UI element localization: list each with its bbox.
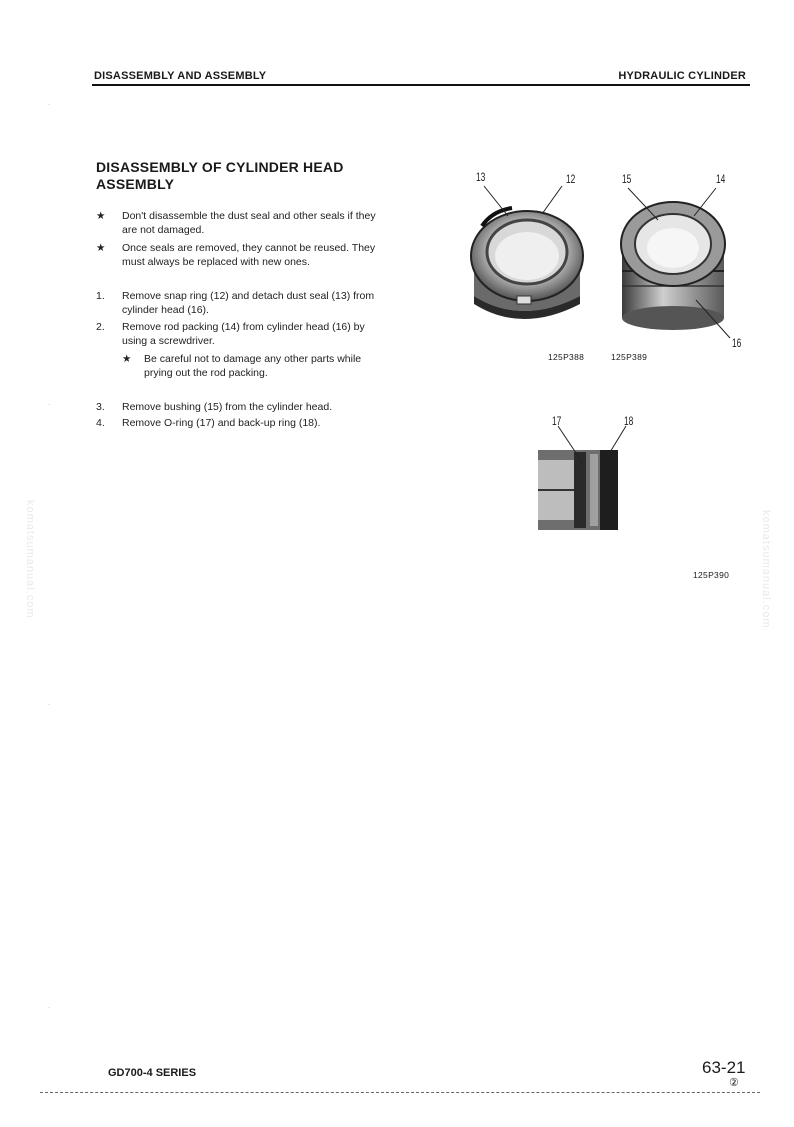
callout-18: 18 (624, 414, 634, 428)
callout-15: 15 (622, 172, 632, 186)
step-line: Remove snap ring (12) and detach dust seal (13) from (122, 290, 375, 302)
star-marker: ★ (96, 210, 106, 222)
step-text (122, 289, 426, 317)
note-line: Once seals are removed, they cannot be reused. They (122, 242, 376, 254)
substep-item (122, 352, 426, 380)
callout-17: 17 (552, 414, 562, 428)
substep-text (144, 352, 426, 380)
header-rule (92, 84, 750, 86)
note-line: are not damaged. (122, 224, 205, 236)
step-number: 4. (96, 417, 105, 429)
step-line: Remove O-ring (17) and back-up ring (18). (122, 417, 321, 429)
revision-mark: ② (729, 1077, 739, 1089)
header-section-title: DISASSEMBLY AND ASSEMBLY (94, 70, 267, 82)
step-number: 2. (96, 321, 105, 333)
page-number: 63-21 (702, 1058, 746, 1077)
step-item (96, 400, 426, 414)
step-text (122, 416, 426, 430)
step-text (122, 400, 426, 414)
step-line: using a screwdriver. (122, 335, 215, 347)
margin-mark: · (48, 702, 50, 708)
note-text (122, 209, 426, 237)
margin-mark: · (48, 102, 50, 108)
callout-line (610, 170, 750, 350)
star-marker: ★ (122, 353, 132, 365)
note-item (96, 209, 426, 237)
section-title-line-1: DISASSEMBLY OF CYLINDER HEAD (96, 159, 344, 175)
figure-label: 125P389 (611, 352, 648, 362)
star-marker: ★ (96, 242, 106, 254)
note-line: Don't disassemble the dust seal and other seals if they (122, 210, 376, 222)
step-number: 3. (96, 401, 105, 413)
note-text (122, 241, 426, 269)
step-number: 1. (96, 290, 105, 302)
step-item (96, 289, 426, 317)
step-text (122, 320, 426, 348)
step-item (96, 320, 426, 348)
callout-12: 12 (566, 172, 576, 186)
callout-16: 16 (732, 336, 742, 350)
section-title (96, 159, 344, 193)
note-line: must always be replaced with new ones. (122, 256, 310, 268)
step-line: cylinder head (16). (122, 304, 209, 316)
step-item (96, 416, 426, 430)
substep-line: Be careful not to damage any other parts while (144, 353, 362, 365)
header-chapter-title: HYDRAULIC CYLINDER (618, 70, 746, 82)
note-item (96, 241, 426, 269)
margin-mark: · (48, 1005, 50, 1011)
callout-13: 13 (476, 170, 486, 184)
watermark-right: komatsumanual.com (760, 510, 772, 629)
step-line: Remove bushing (15) from the cylinder head. (122, 401, 333, 413)
section-title-line-2: ASSEMBLY (96, 176, 175, 192)
substep-line: prying out the rod packing. (144, 367, 268, 379)
figure-label: 125P388 (548, 352, 585, 362)
step-line: Remove rod packing (14) from cylinder head (16) by (122, 321, 365, 333)
figure-label: 125P390 (693, 570, 730, 580)
watermark-left: komatsumanual.com (24, 500, 36, 619)
margin-mark: · (48, 402, 50, 408)
footer-series: GD700-4 SERIES (108, 1067, 197, 1079)
bottom-rule (40, 1092, 760, 1093)
callout-14: 14 (716, 172, 726, 186)
